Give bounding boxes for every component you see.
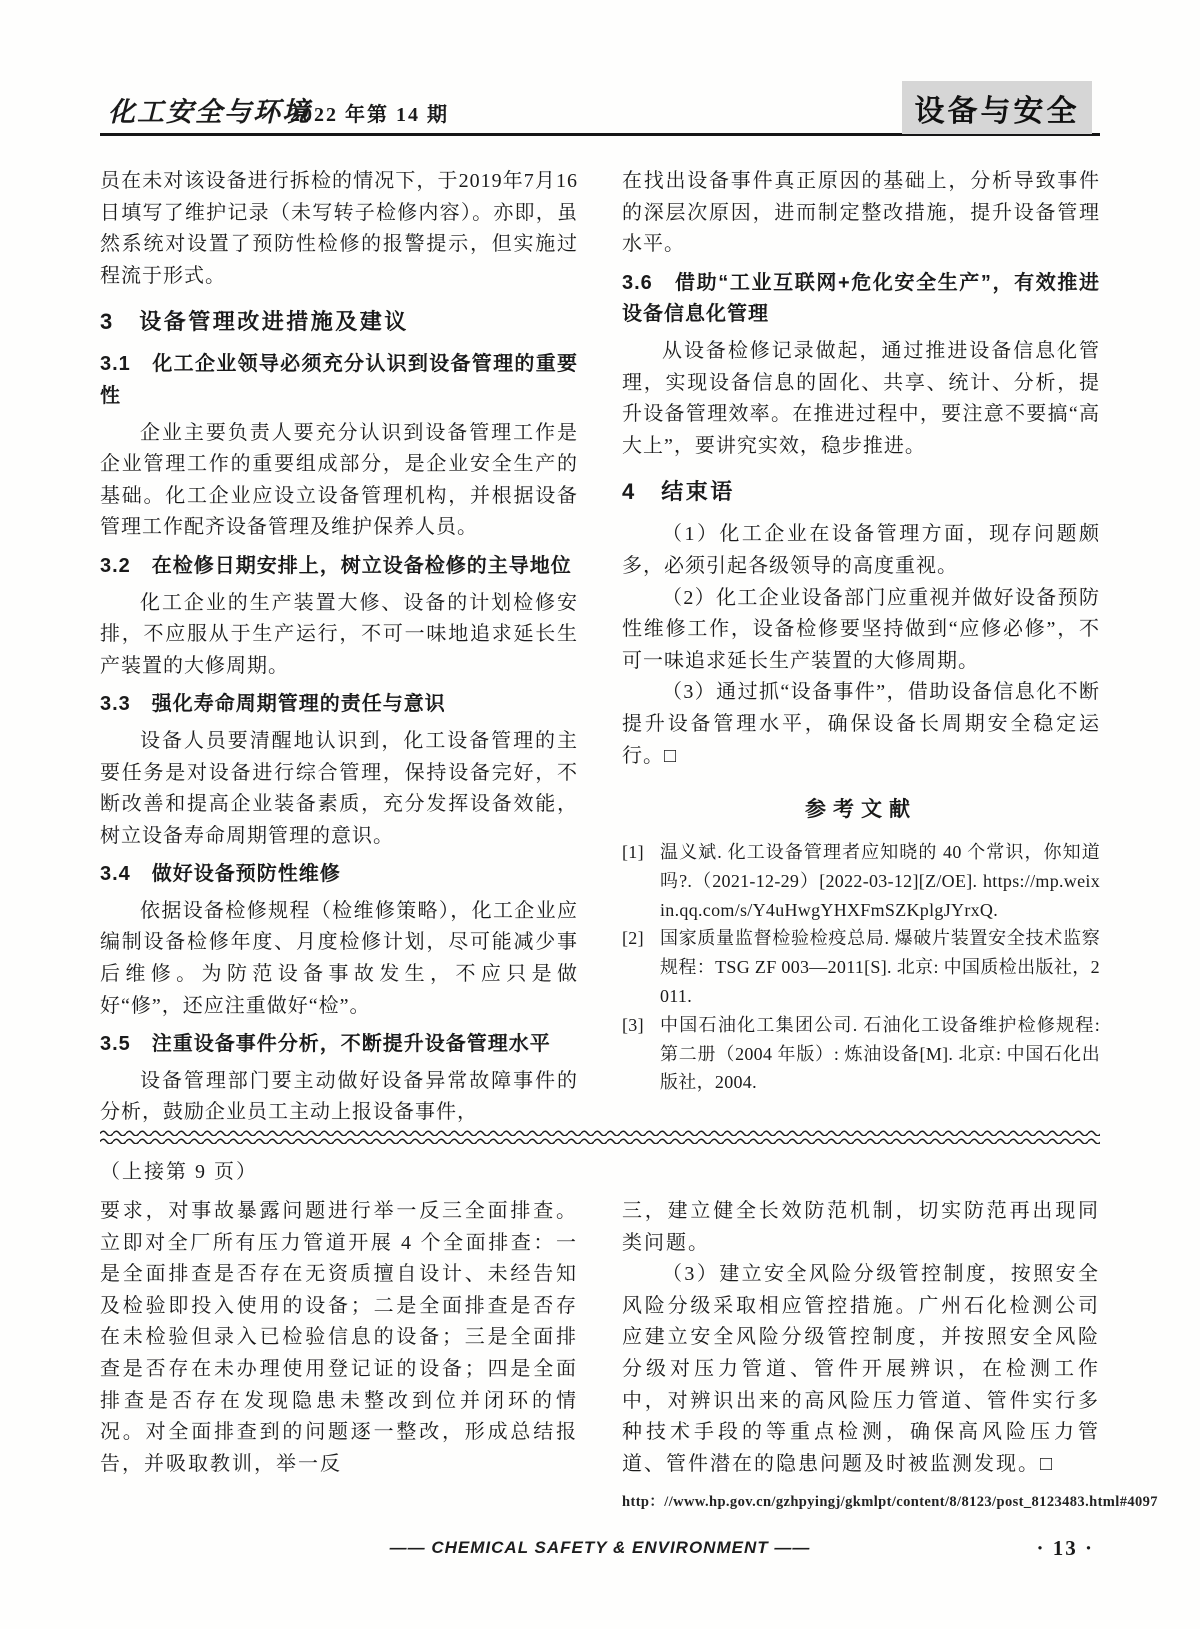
- source-url: http：//www.hp.gov.cn/gzhpyingj/gkmlpt/content/8/8123/post_8123483.html#4097: [622, 1494, 1158, 1511]
- section-badge: 设备与安全: [902, 81, 1092, 134]
- section-heading-3-2: 3.2 在检修日期安排上，树立设备检修的主导地位: [100, 554, 572, 577]
- section-heading-3-1: 3.1 化工企业领导必须充分认识到设备管理的重要性: [100, 353, 578, 407]
- section-heading-3-3: 3.3 强化寿命周期管理的责任与意识: [100, 693, 446, 716]
- footer-journal-en: —— CHEMICAL SAFETY & ENVIRONMENT ——: [389, 1538, 811, 1557]
- reference-item: [622, 1011, 1100, 1097]
- continuation-right-column: [622, 1196, 1158, 1511]
- section-heading-4: 4 结束语: [622, 479, 735, 505]
- paragraph: 设备管理部门要主动做好设备异常故障事件的分析，鼓励企业员工主动上报设备事件，: [100, 1069, 578, 1124]
- issue-label: 2022 年第 14 期: [290, 104, 449, 126]
- paragraph: 企业主要负责人要充分认识到设备管理工作是企业管理工作的重要组成部分，是企业安全生产的基础。化工企业应设立设备管理机构，并根据设备管理工作配齐设备管理及维护保养人员。: [100, 421, 578, 539]
- paragraph: 三，建立健全长效防范机制，切实防范再出现同类问题。: [622, 1200, 1100, 1254]
- reference-text: 中国石油化工集团公司. 石油化工设备维护检修规程: 第二册（2004 年版）: 炼油设备[M]. 北京: 中国石化出版社，2004.: [660, 1014, 1100, 1093]
- continuation-left-column: [100, 1196, 578, 1511]
- paragraph: （3）通过抓“设备事件”，借助设备信息化不断提升设备管理水平，确保设备长周期安全稳定运行。□: [622, 681, 1100, 767]
- footer: [100, 1538, 1100, 1568]
- journal-name: 化工安全与环境: [108, 97, 311, 128]
- header: [100, 85, 1100, 136]
- section-heading-3-6: 3.6 借助“工业互联网+危化安全生产”，有效推进设备信息化管理: [622, 271, 1100, 326]
- references-title: 参考文献: [805, 798, 917, 822]
- section-heading-3-5: 3.5 注重设备事件分析，不断提升设备管理水平: [100, 1033, 551, 1056]
- reference-item: [622, 838, 1100, 924]
- reference-label: [2]: [622, 928, 644, 949]
- paragraph: 从设备检修记录做起，通过推进设备信息化管理，实现设备信息的固化、共享、统计、分析，提升设备管理效率。在推进过程中，要注意不要搞“高大上”，要讲究实效，稳步推进。: [622, 339, 1100, 457]
- paragraph: （2）化工企业设备部门应重视并做好设备预防性维修工作，设备检修要坚持做到“应修必修”，不可一味追求延长生产装置的大修周期。: [622, 586, 1100, 672]
- paragraph: 设备人员要清醒地认识到，化工设备管理的主要任务是对设备进行综合管理，保持设备完好，不断改善和提高企业装备素质，充分发挥设备效能，树立设备寿命周期管理的意识。: [100, 729, 578, 847]
- main-left-column: [100, 166, 578, 1129]
- paragraph: 要求，对事故暴露问题进行举一反三全面排查。立即对全厂所有压力管道开展 4 个全面排查：一是全面排查是否存在无资质擅自设计、未经告知及检验即投入使用的设备；二是全面排查是否存在未检验但录入已检验信息的设备；三是全面排查是否存在未办理使用登记证的设备；四是全面排查是否存在发现隐患未整改到位并闭环的情况。对全面排查到的问题逐一整改，形成总结报告，并吸取教训，举一反: [100, 1200, 578, 1475]
- continuation-note: （上接第 9 页）: [100, 1161, 258, 1183]
- paragraph: 化工企业的生产装置大修、设备的计划检修安排，不应服从于生产运行，不可一味地追求延长生产装置的大修周期。: [100, 591, 578, 677]
- paragraph: （1）化工企业在设备管理方面，现存问题颇多，必须引起各级领导的高度重视。: [622, 523, 1100, 577]
- section-heading-3: 3 设备管理改进措施及建议: [100, 309, 409, 335]
- main-right-column: [622, 166, 1100, 1129]
- paragraph: 员在未对该设备进行拆检的情况下，于2019年7月16日填写了维护记录（未写转子检修内容）。亦即，虽然系统对设置了预防性检修的报警提示，但实施过程流于形式。: [100, 170, 578, 287]
- reference-text: 国家质量监督检验检疫总局. 爆破片装置安全技术监察规程：TSG ZF 003—2011[S]. 北京: 中国质检出版社，2011.: [660, 928, 1100, 1007]
- paragraph: 依据设备检修规程（检维修策略），化工企业应编制设备检修年度、月度检修计划，尽可能减少事后维修。为防范设备事故发生，不应只是做好“修”，还应注重做好“检”。: [100, 899, 578, 1017]
- continuation-section: [100, 1196, 1158, 1511]
- reference-text: 温义斌. 化工设备管理者应知晓的 40 个常识，你知道吗?.（2021-12-29）[2022-03-12][Z/OE]. https://mp.weixin.qq.com/s/Y4uHwgYHXFmSZKplgJYrxQ.: [660, 842, 1100, 920]
- paragraph: 在找出设备事件真正原因的基础上，分析导致事件的深层次原因，进而制定整改措施，提升设备管理水平。: [622, 170, 1100, 256]
- section-heading-3-4: 3.4 做好设备预防性维修: [100, 863, 341, 886]
- reference-label: [1]: [622, 842, 644, 863]
- wavy-divider: [100, 1128, 1100, 1144]
- page-number: · 13 ·: [1036, 1536, 1094, 1560]
- main-content: [100, 166, 1100, 1129]
- reference-label: [3]: [622, 1014, 644, 1035]
- paragraph: （3）建立安全风险分级管控制度，按照安全风险分级采取相应管控措施。广州石化检测公司应建立安全风险分级管控制度，并按照安全风险分级对压力管道、管件开展辨识，在检测工作中，对辨识出来的高风险压力管道、管件实行多种技术手段的等重点检测，确保高风险压力管道、管件潜在的隐患问题及时被监测发现。□: [622, 1263, 1100, 1475]
- reference-item: [622, 924, 1100, 1010]
